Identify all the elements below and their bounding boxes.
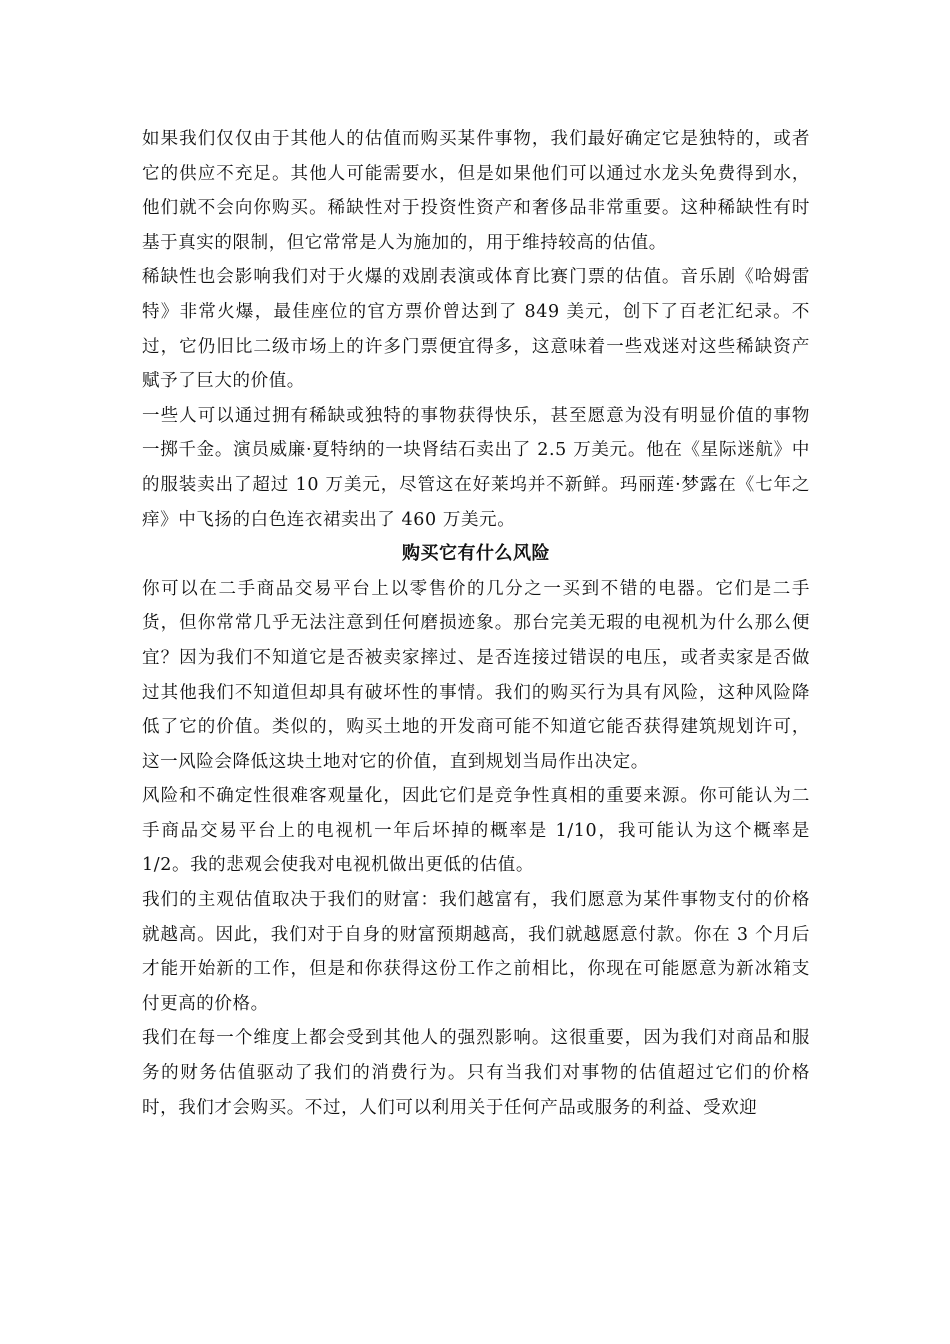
paragraph-uniqueness: 如果我们仅仅由于其他人的估值而购买某件事物，我们最好确定它是独特的，或者它的供应不充足。其他人可能需要水，但是如果他们可以通过水龙头免费得到水，他们就不会向你购买。稀缺性对于投资性资产和奢侈品非常重要。这种稀缺性有时基于真实的限制，但它常常是人为施加的，用于维持较高的估值。 bbox=[142, 129, 810, 253]
paragraph-second-hand-risk: 你可以在二手商品交易平台上以零售价的几分之一买到不错的电器。它们是二手货，但你常常几乎无法注意到任何磨损迹象。那台完美无瑕的电视机为什么那么便宜？因为我们不知道它是否被卖家摔过、是否连接过错误的电压，或者卖家是否做过其他我们不知道但却具有破坏性的事情。我们的购买行为具有风险，这种风险降低了它的价值。类似的，购买土地的开发商可能不知道它能否获得建筑规划许可，这一风险会降低这块土地对它的价值，直到规划当局作出决定。 bbox=[142, 578, 810, 772]
paragraph-wealth: 我们的主观估值取决于我们的财富：我们越富有，我们愿意为某件事物支付的价格就越高。因此，我们对于自身的财富预期越高，我们就越愿意付款。你在 3 个月后才能开始新的工作，但是和你获得这份工作之前相比，你现在可能愿意为新冰箱支付更高的价格。 bbox=[142, 890, 810, 1014]
paragraph-collectibles: 一些人可以通过拥有稀缺或独特的事物获得快乐，甚至愿意为没有明显价值的事物一掷千金。演员威廉·夏特纳的一块肾结石卖出了 2.5 万美元。他在《星际迷航》中的服装卖出了超过 10 万美元，尽管这在好莱坞并不新鲜。玛丽莲·梦露在《七年之痒》中飞扬的白色连衣裙卖出了 460 万美元。 bbox=[142, 405, 810, 530]
paragraph-influence: 我们在每一个维度上都会受到其他人的强烈影响。这很重要，因为我们对商品和服务的财务估值驱动了我们的消费行为。只有当我们对事物的估值超过它们的价格时，我们才会购买。不过，人们可以利用关于任何产品或服务的利益、受欢迎 bbox=[142, 1028, 810, 1118]
paragraph-uncertainty: 风险和不确定性很难客观量化，因此它们是竞争性真相的重要来源。你可能认为二手商品交易平台上的电视机一年后坏掉的概率是 1/10，我可能认为这个概率是 1/2。我的悲观会使我对电视机做出更低的估值。 bbox=[142, 786, 810, 876]
paragraph-scarcity-tickets: 稀缺性也会影响我们对于火爆的戏剧表演或体育比赛门票的估值。音乐剧《哈姆雷特》非常火爆，最佳座位的官方票价曾达到了 849 美元，创下了百老汇纪录。不过，它仍旧比二级市场上的许多门票便宜得多，这意味着一些戏迷对这些稀缺资产赋予了巨大的价值。 bbox=[142, 267, 810, 392]
document-page bbox=[142, 122, 810, 1125]
section-heading: 购买它有什么风险 bbox=[402, 543, 550, 565]
